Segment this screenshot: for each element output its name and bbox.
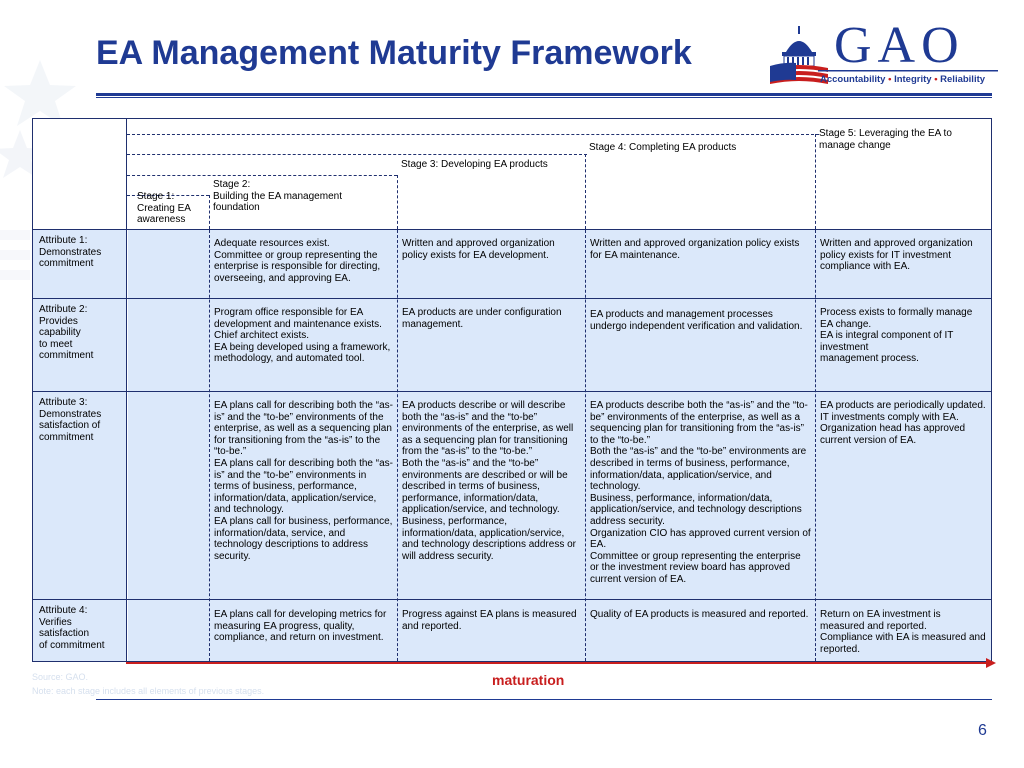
stage5-dash-line (127, 134, 819, 135)
gao-logo-text: GAO (834, 17, 965, 74)
attribute-1-stage4-cell: Written and approved organization policy exists for EA maintenance. (586, 230, 816, 298)
attribute-4-stage3-cell: Progress against EA plans is measured and reported. (398, 600, 586, 661)
attribute-2-stage1-cell (128, 299, 210, 391)
attribute-4-label: Attribute 4: Verifies satisfaction of commitment (33, 600, 127, 661)
attribute-3-stage5-cell: EA products are periodically updated. IT investments comply with EA. Organization head has approved current version of EA. (816, 392, 991, 599)
attribute-3-stage4-cell: EA products describe both the “as-is” and the “to-be” environments of the enterprise, as well as a sequencing plan for transitioning from the “as-is” to the “to-be.” Both the “as-is” and the “to-be” environments are described in terms of business, performance, information/data, application/service, and technology. Business, performance, information/data, application/service, and technology descriptions address security. Organization CIO has approved current version of EA. Committee or group representing the enterprise or the investment review board has approved current version of EA. (586, 392, 816, 599)
attribute-1-stage3-cell: Written and approved organization policy exists for EA development. (398, 230, 586, 298)
footnote-note: Note: each stage includes all elements of previous stages. (32, 686, 265, 696)
attribute-4-stage4-cell: Quality of EA products is measured and reported. (586, 600, 816, 661)
tagline-separator: • (888, 74, 892, 85)
stage1-header: Stage 1: Creating EA awareness (137, 191, 191, 226)
stage2-header: Stage 2: Building the EA management foundation (213, 179, 342, 214)
stage3-header: Stage 3: Developing EA products (401, 159, 548, 170)
stage3-dash-line (127, 175, 397, 176)
attribute-4-stage1-cell (128, 600, 210, 661)
attribute-2-stage2-cell: Program office responsible for EA development and maintenance exists. Chief architect exists. EA being developed using a framework, methodology, and automated tool. (210, 299, 398, 391)
header-label-column (33, 119, 127, 229)
maturity-framework-table (32, 118, 992, 662)
grid-col-line (397, 230, 398, 661)
maturation-arrow-icon (126, 658, 996, 668)
stage5-dash-vertical (815, 134, 816, 229)
attribute-3-label: Attribute 3: Demonstrates satisfaction of commitment (33, 392, 127, 599)
attribute-4-stage5-cell: Return on EA investment is measured and reported. Compliance with EA is measured and reported. (816, 600, 991, 661)
page-title: EA Management Maturity Framework (96, 34, 692, 72)
footnote-source: Source: GAO. (32, 672, 89, 682)
attribute-4-stage2-cell: EA plans call for developing metrics for measuring EA progress, quality, compliance, and return on investment. (210, 600, 398, 661)
attribute-3-stage3-cell: EA products describe or will describe both the “as-is” and the “to-be” environments of the enterprise, as well as a sequencing plan for transitioning from the “as-is” to the “to-be.” Both the “as-is” and the “to-be” environments are described or will be described in terms of business, performance, information/data, application/service, and technology. Business, performance, information/data, application/service, and technology descriptions address or will address security. (398, 392, 586, 599)
attribute-1-stage5-cell: Written and approved organization policy exists for IT investment compliance with EA. (816, 230, 991, 298)
attribute-2-stage5-cell: Process exists to formally manage EA change. EA is integral component of IT investment management process. (816, 299, 991, 391)
attribute-2-label: Attribute 2: Provides capability to meet commitment (33, 299, 127, 391)
footer-rule (96, 699, 992, 700)
grid-col-line (585, 230, 586, 661)
tagline-separator: • (934, 74, 938, 85)
stage4-dash-line (127, 154, 587, 155)
stage5-header: Stage 5: Leveraging the EA to manage change (819, 128, 952, 151)
maturation-label: maturation (492, 672, 565, 688)
attribute-2-stage4-cell: EA products and management processes undergo independent verification and validation. (586, 299, 816, 391)
stage2-dash-vertical (209, 195, 210, 229)
attribute-1-label: Attribute 1: Demonstrates commitment (33, 230, 127, 298)
attribute-3-stage2-cell: EA plans call for describing both the “as-is” and the “to-be” environments of the enterprise, as well as a sequencing plan for transitioning from the “as-is” to the “to-be.” EA plans call for describing both the “as-is” and the “to-be” environments in terms of business, performance, information/data, application/service, and technology. EA plans call for business, performance, information/data, service, and technology descriptions to address security. (210, 392, 398, 599)
attribute-2-stage3-cell: EA products are under configuration management. (398, 299, 586, 391)
gao-tagline (820, 74, 985, 85)
tagline-reliability: Reliability (940, 74, 986, 85)
grid-col-line (815, 230, 816, 661)
title-rule (96, 93, 992, 96)
attribute-3-stage1-cell (128, 392, 210, 599)
stage4-dash-vertical (585, 154, 586, 229)
tagline-accountability: Accountability (820, 74, 886, 85)
attribute-1-stage1-cell (128, 230, 210, 298)
grid-col-line (209, 230, 210, 661)
stage3-dash-vertical (397, 175, 398, 229)
tagline-integrity: Integrity (894, 74, 932, 85)
stage4-header: Stage 4: Completing EA products (589, 142, 737, 153)
page-number: 6 (978, 722, 987, 739)
title-rule-thin (96, 97, 992, 98)
attribute-1-stage2-cell: Adequate resources exist. Committee or group representing the enterprise is responsible for directing, overseeing, and approving EA. (210, 230, 398, 298)
